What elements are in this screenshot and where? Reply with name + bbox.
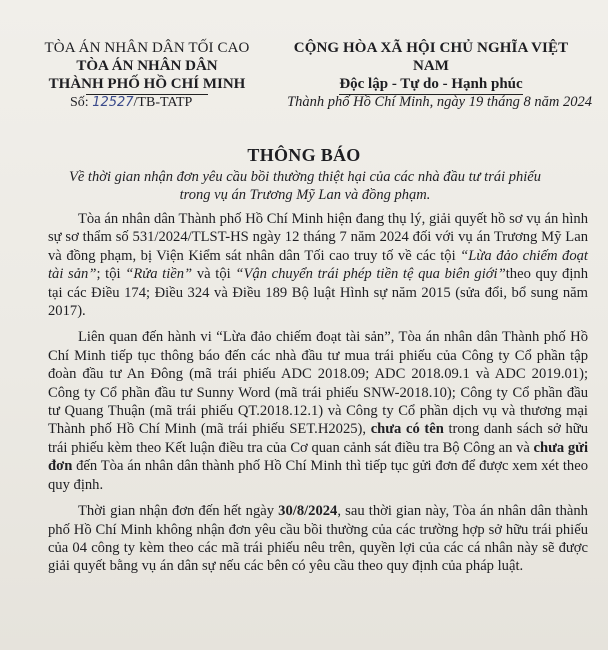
place-and-date: Thành phố Hồ Chí Minh, ngày 19 tháng 8 năm 2024	[287, 94, 592, 110]
national-motto: Độc lập - Tự do - Hạnh phúc	[339, 75, 522, 95]
document-subtitle: Về thời gian nhận đơn yêu cầu bồi thường thiệt hại của các nhà đầu tư trái phiếu trong vụ án Trương Mỹ Lan và đồng phạm.	[69, 169, 541, 203]
number-suffix: /TB-TATP	[133, 95, 193, 110]
handwritten-number: 12527	[92, 95, 134, 110]
paragraph-3: Thời gian nhận đơn đến hết ngày 30/8/2024, sau thời gian này, Tòa án nhân dân thành phố Hồ Chí Minh không nhận đơn yêu cầu bồi thường của các trường hợp sở hữu trái phiếu của 04 công ty kèm theo các mã trái phiếu nêu trên, quyền lợi của các cá nhân này sẽ được giải quyết bằng vụ án dân sự nếu các bên có yêu cầu theo quy định của pháp luật.	[48, 503, 588, 575]
document-number	[70, 95, 192, 111]
agency-parent: TÒA ÁN NHÂN DÂN TỐI CAO	[44, 40, 250, 56]
issuing-agency-block	[22, 39, 272, 95]
agency-city: THÀNH PHỐ HỒ CHÍ MINH	[48, 76, 246, 92]
document-title: THÔNG BÁO	[247, 145, 361, 165]
document-body	[48, 210, 588, 584]
number-label: Số:	[70, 95, 89, 110]
paragraph-1: Tòa án nhân dân Thành phố Hồ Chí Minh hiện đang thụ lý, giải quyết hồ sơ vụ án hình sự sơ thẩm số 531/2024/TLST-HS ngày 12 tháng 7 năm 2024 đối với vụ án Trương Mỹ Lan và đồng phạm, bị Viện Kiểm sát nhân dân Tối cao truy tố về các tội “Lừa đảo chiếm đoạt tài sản”; tội “Rửa tiền” và tội “Vận chuyển trái phép tiền tệ qua biên giới”theo quy định tại các Điều 174; Điều 324 và Điều 189 Bộ luật Hình sự năm 2015 (sửa đổi, bổ sung năm 2017).	[48, 211, 589, 320]
national-header-block	[276, 39, 586, 95]
paragraph-2: Liên quan đến hành vi “Lừa đảo chiếm đoạt tài sản”, Tòa án nhân dân Thành phố Hồ Chí Minh tiếp tục thông báo đến các nhà đầu tư mua trái phiếu của Công ty Cổ phần tập đoàn đầu tư An Đông (mã trái phiếu ADC 2018.09; ADC 2018.09.1 và ADC 2019.01); Công ty Cổ phần đầu tư Sunny Word (mã trái phiếu SNW-2018.10); Công ty Cổ phần đầu tư Quang Thuận (mã trái phiếu QT.2018.12.1) và Công ty Cổ phần dịch vụ và thương mại Thành phố Hồ Chí Minh (mã trái phiếu SET.H2025), chưa có tên trong danh sách sở hữu trái phiếu kèm theo Kết luận điều tra của Cơ quan cảnh sát điều tra Bộ Công an và chưa gửi đơn đến Tòa án nhân dân thành phố Hồ Chí Minh thì tiếp tục gửi đơn để được xem xét theo quy định.	[48, 329, 588, 493]
nation-title: CỘNG HÒA XÃ HỘI CHỦ NGHĨA VIỆT NAM	[293, 40, 569, 74]
agency-name: TÒA ÁN NHÂN DÂN	[76, 58, 218, 74]
